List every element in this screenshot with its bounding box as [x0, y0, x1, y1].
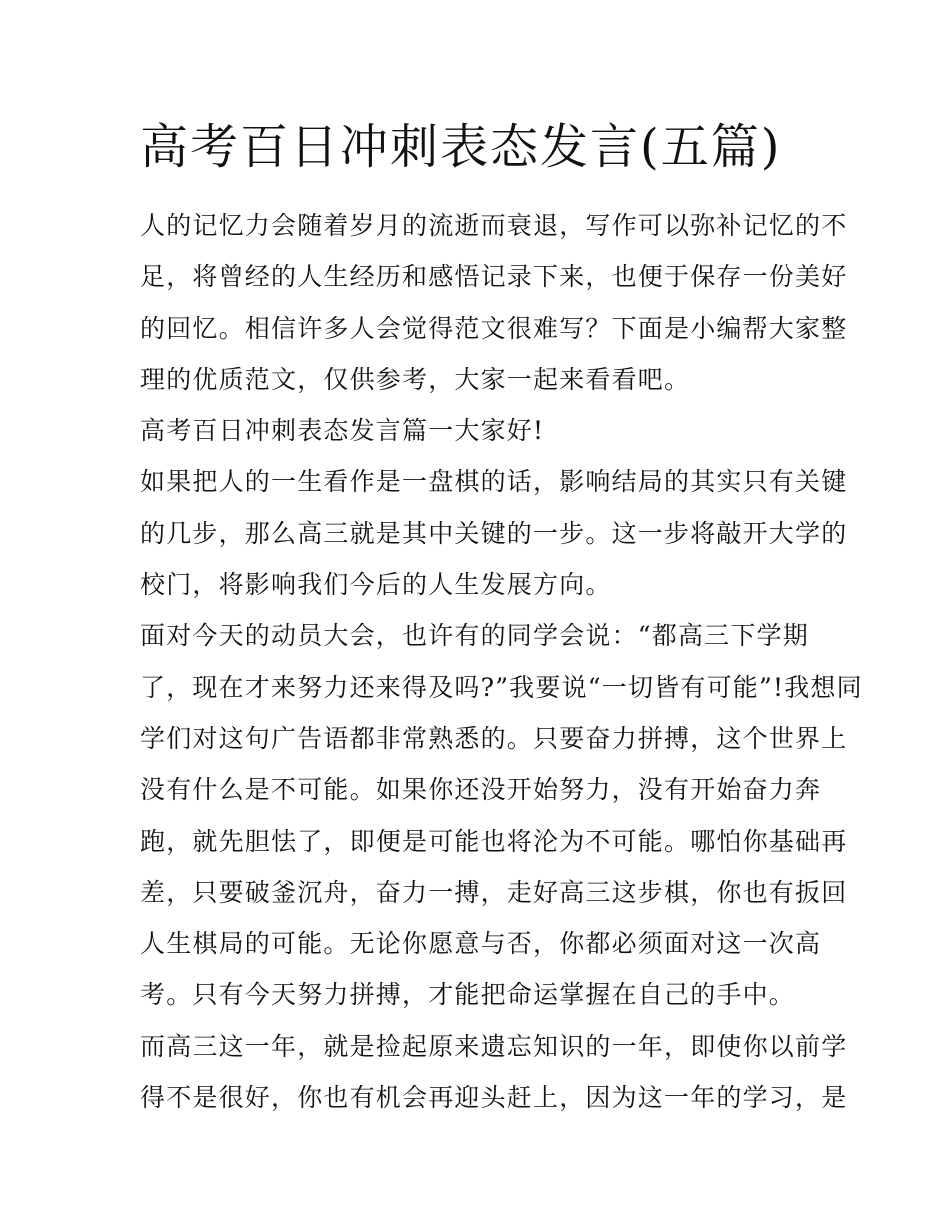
text-line: 人生棋局的可能。无论你愿意与否，你都必须面对这一次高 — [140, 929, 822, 959]
text-line: 校门，将影响我们今后的人生发展方向。 — [140, 570, 612, 600]
text-line: 面对今天的动员大会，也许有的同学会说：“都高三下学期 — [140, 621, 809, 651]
paragraph-intro — [140, 200, 848, 405]
text-line: 差，只要破釜沉舟，奋力一搏，走好高三这步棋，你也有扳回 — [140, 877, 848, 907]
document-body — [140, 200, 863, 1123]
text-line: 的几步，那么高三就是其中关键的一步。这一步将敲开大学的 — [140, 518, 848, 548]
text-line: 跑，就先胆怯了，即便是可能也将沦为不可能。哪怕你基础再 — [140, 826, 848, 856]
text-line: 得不是很好，你也有机会再迎头赶上，因为这一年的学习，是 — [140, 1083, 848, 1113]
paragraph-mobilization — [140, 610, 863, 1020]
paragraph-senior-year — [140, 1021, 848, 1124]
paragraph-section-heading — [140, 405, 820, 456]
text-line: 高考百日冲刺表态发言篇一大家好! — [140, 416, 545, 446]
text-line: 学们对这句广告语都非常熟悉的。只要奋力拼搏，这个世界上 — [140, 723, 848, 753]
text-line: 了，现在才来努力还来得及吗?”我要说“一切皆有可能”!我想同 — [140, 672, 863, 702]
text-line: 没有什么是不可能。如果你还没开始努力，没有开始奋力奔 — [140, 775, 822, 805]
text-line: 而高三这一年，就是捡起原来遗忘知识的一年，即使你以前学 — [140, 1031, 848, 1061]
text-line: 考。只有今天努力拼搏，才能把命运掌握在自己的手中。 — [140, 980, 796, 1010]
text-line: 足，将曾经的人生经历和感悟记录下来，也便于保存一份美好 — [140, 262, 848, 292]
text-line: 理的优质范文，仅供参考，大家一起来看看吧。 — [140, 364, 691, 394]
text-line: 如果把人的一生看作是一盘棋的话，影响结局的其实只有关键 — [140, 467, 848, 497]
text-line: 人的记忆力会随着岁月的流逝而衰退，写作可以弥补记忆的不 — [140, 211, 848, 240]
document-title: 高考百日冲刺表态发言(五篇) — [140, 119, 782, 175]
paragraph-chess-metaphor — [140, 456, 848, 610]
text-line: 的回忆。相信许多人会觉得范文很难写？下面是小编帮大家整 — [140, 313, 848, 343]
